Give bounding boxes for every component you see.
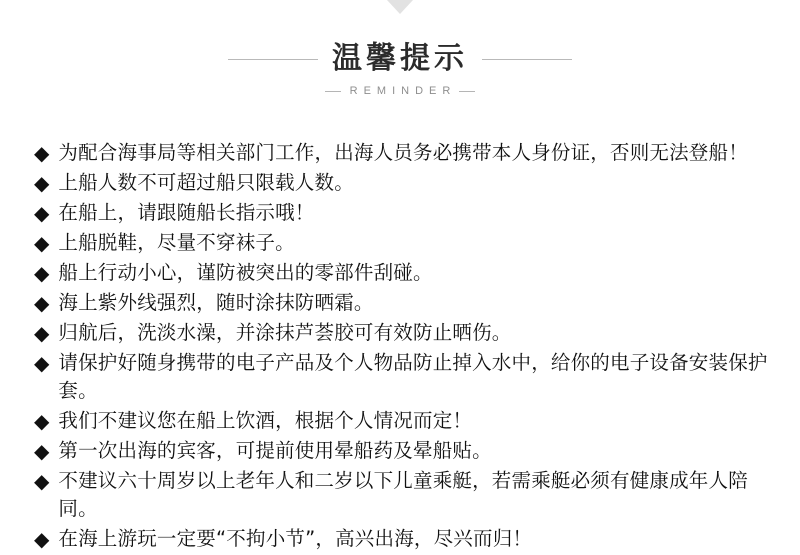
title-rule-left [228,59,318,60]
list-item-text: 我们不建议您在船上饮酒，根据个人情况而定！ [58,409,473,432]
notice-list [34,139,774,555]
list-item [34,437,774,465]
list-item-text: 请保护好随身携带的电子产品及个人物品防止掉入水中，给你的电子设备安装保护套。 [58,351,768,402]
subtitle-dash-left [325,91,341,92]
list-item-text: 在海上游玩一定要“不拘小节”，高兴出海，尽兴而归！ [58,527,533,550]
list-item [34,169,774,197]
list-item-text: 不建议六十周岁以上老年人和二岁以下儿童乘艇，若需乘艇必须有健康成年人陪同。 [58,469,748,520]
diamond-bullet-icon: ◆ [34,529,50,551]
list-item-text: 为配合海事局等相关部门工作，出海人员务必携带本人身份证，否则无法登船！ [58,141,748,164]
title-rule-right [482,59,572,60]
list-item [34,407,774,435]
diamond-bullet-icon: ◆ [34,411,50,433]
diamond-bullet-icon: ◆ [34,323,50,345]
page-subtitle: REMINDER [349,85,457,97]
subtitle-dash-right [459,91,475,92]
diamond-bullet-icon: ◆ [34,143,50,165]
title-row [0,41,800,76]
diamond-bullet-icon: ◆ [34,441,50,463]
diamond-bullet-icon: ◆ [34,233,50,255]
list-item [34,259,774,287]
diamond-bullet-icon: ◆ [34,203,50,225]
list-item-text: 上船人数不可超过船只限载人数。 [58,171,354,194]
list-item [34,467,774,523]
diamond-bullet-icon: ◆ [34,293,50,315]
list-item [34,139,774,167]
diamond-bullet-icon: ◆ [34,353,50,375]
top-arrow-icon [387,0,413,14]
list-item-text: 归航后，洗淡水澡，并涂抹芦荟胶可有效防止晒伤。 [58,321,512,344]
list-item-text: 船上行动小心，谨防被突出的零部件刮碰。 [58,261,433,284]
list-item-text: 上船脱鞋，尽量不穿袜子。 [58,231,295,254]
list-item [34,289,774,317]
diamond-bullet-icon: ◆ [34,173,50,195]
list-item [34,319,774,347]
list-item [34,199,774,227]
list-item-text: 第一次出海的宾客，可提前使用晕船药及晕船贴。 [58,439,492,462]
page-header [0,41,800,97]
page-title: 温馨提示 [332,41,468,76]
page-subtitle-row [0,85,800,97]
list-item-text: 海上紫外线强烈，随时涂抹防晒霜。 [58,291,374,314]
list-item [34,349,774,405]
list-item [34,229,774,257]
diamond-bullet-icon: ◆ [34,263,50,285]
diamond-bullet-icon: ◆ [34,471,50,493]
list-item [34,525,774,553]
list-item-text: 在船上，请跟随船长指示哦！ [58,201,315,224]
